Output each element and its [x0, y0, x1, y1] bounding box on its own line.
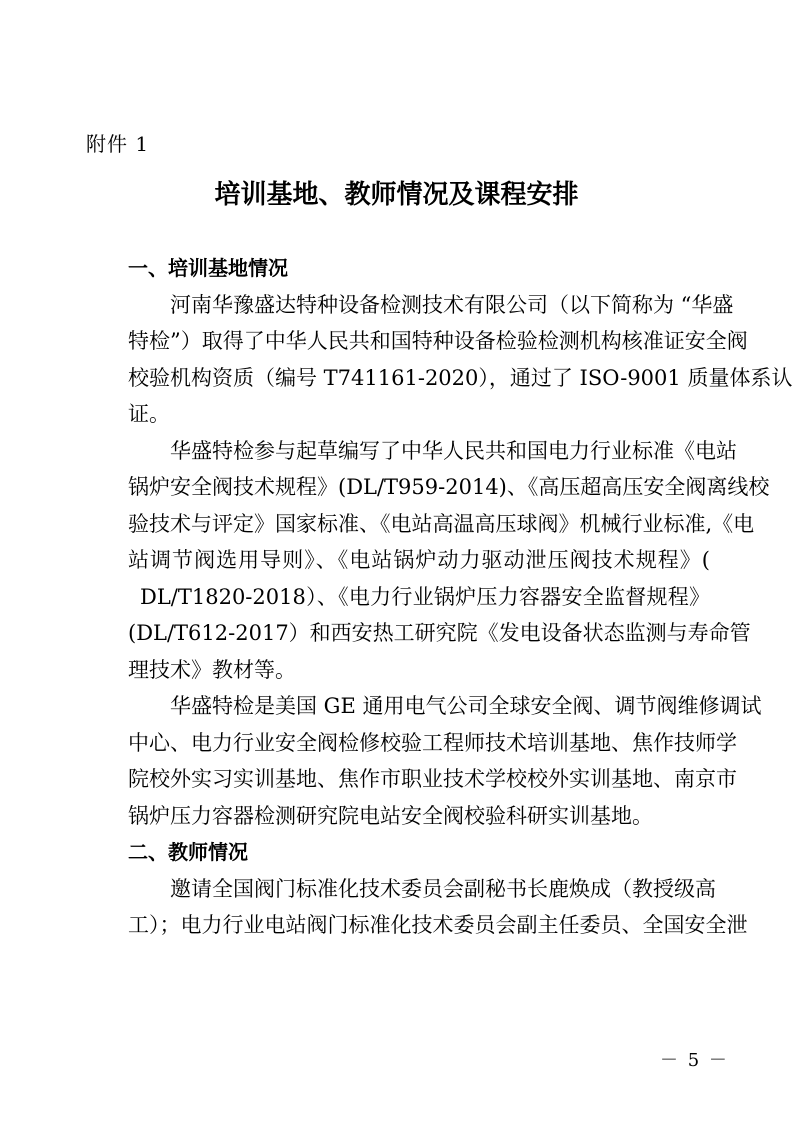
- document-title: 培训基地、教师情况及课程安排: [214, 180, 579, 210]
- section-heading-training-base: 一、培训基地情况: [128, 256, 288, 280]
- text-line: 校验机构资质（编号 T741161-2020），通过了 ISO-9001 质量体系认: [128, 365, 793, 390]
- text-line: 华盛特检是美国 GE 通用电气公司全球安全阀、调节阀维修调试: [170, 694, 762, 718]
- text-line: 站调节阀选用导则》、《电站锅炉动力驱动泄压阀技术规程》(: [128, 548, 710, 572]
- text-line: 锅炉安全阀技术规程》(DL/T959-2014)、《高压超高压安全阀离线校: [128, 475, 770, 499]
- text-line: 院校外实习实训基地、焦作市职业技术学校校外实训基地、南京市: [128, 767, 737, 791]
- text-line: 证。: [128, 402, 170, 426]
- text-line: 理技术》教材等。: [128, 657, 296, 682]
- text-line: DL/T1820-2018）、《电力行业锅炉压力容器安全监督规程》: [140, 584, 710, 609]
- text-line: 华盛特检参与起草编写了中华人民共和国电力行业标准《电站: [170, 438, 737, 463]
- paragraph-company-intro: [86, 287, 793, 433]
- text-line: 河南华豫盛达特种设备检测技术有限公司（以下简称为 “华盛: [170, 292, 734, 317]
- text-line: 工）；电力行业电站阀门标准化技术委员会副主任委员、全国安全泄: [128, 913, 748, 937]
- text-line: 中心、电力行业安全阀检修校验工程师技术培训基地、焦作技师学: [128, 730, 737, 755]
- text-line: 锅炉压力容器检测研究院电站安全阀校验科研实训基地。: [128, 803, 653, 828]
- page-number: － 5 －: [660, 1050, 729, 1071]
- paragraph-teachers: [86, 871, 748, 944]
- section-heading-teachers: 二、教师情况: [128, 840, 248, 864]
- document-body: [86, 250, 793, 944]
- text-line: (DL/T612-2017）和西安热工研究院《发电设备状态监测与寿命管: [128, 621, 751, 645]
- attachment-label: 附件 1: [86, 132, 150, 156]
- text-line: 验技术与评定》国家标准、《电站高温高压球阀》机械行业标准,《电: [128, 511, 755, 536]
- text-line: 特检”）取得了中华人民共和国特种设备检验检测机构核准证安全阀: [128, 329, 748, 353]
- paragraph-standards: [86, 433, 770, 689]
- paragraph-training-centers: [86, 688, 762, 834]
- text-line: 邀请全国阀门标准化技术委员会副秘书长鹿焕成（教授级高: [170, 876, 716, 901]
